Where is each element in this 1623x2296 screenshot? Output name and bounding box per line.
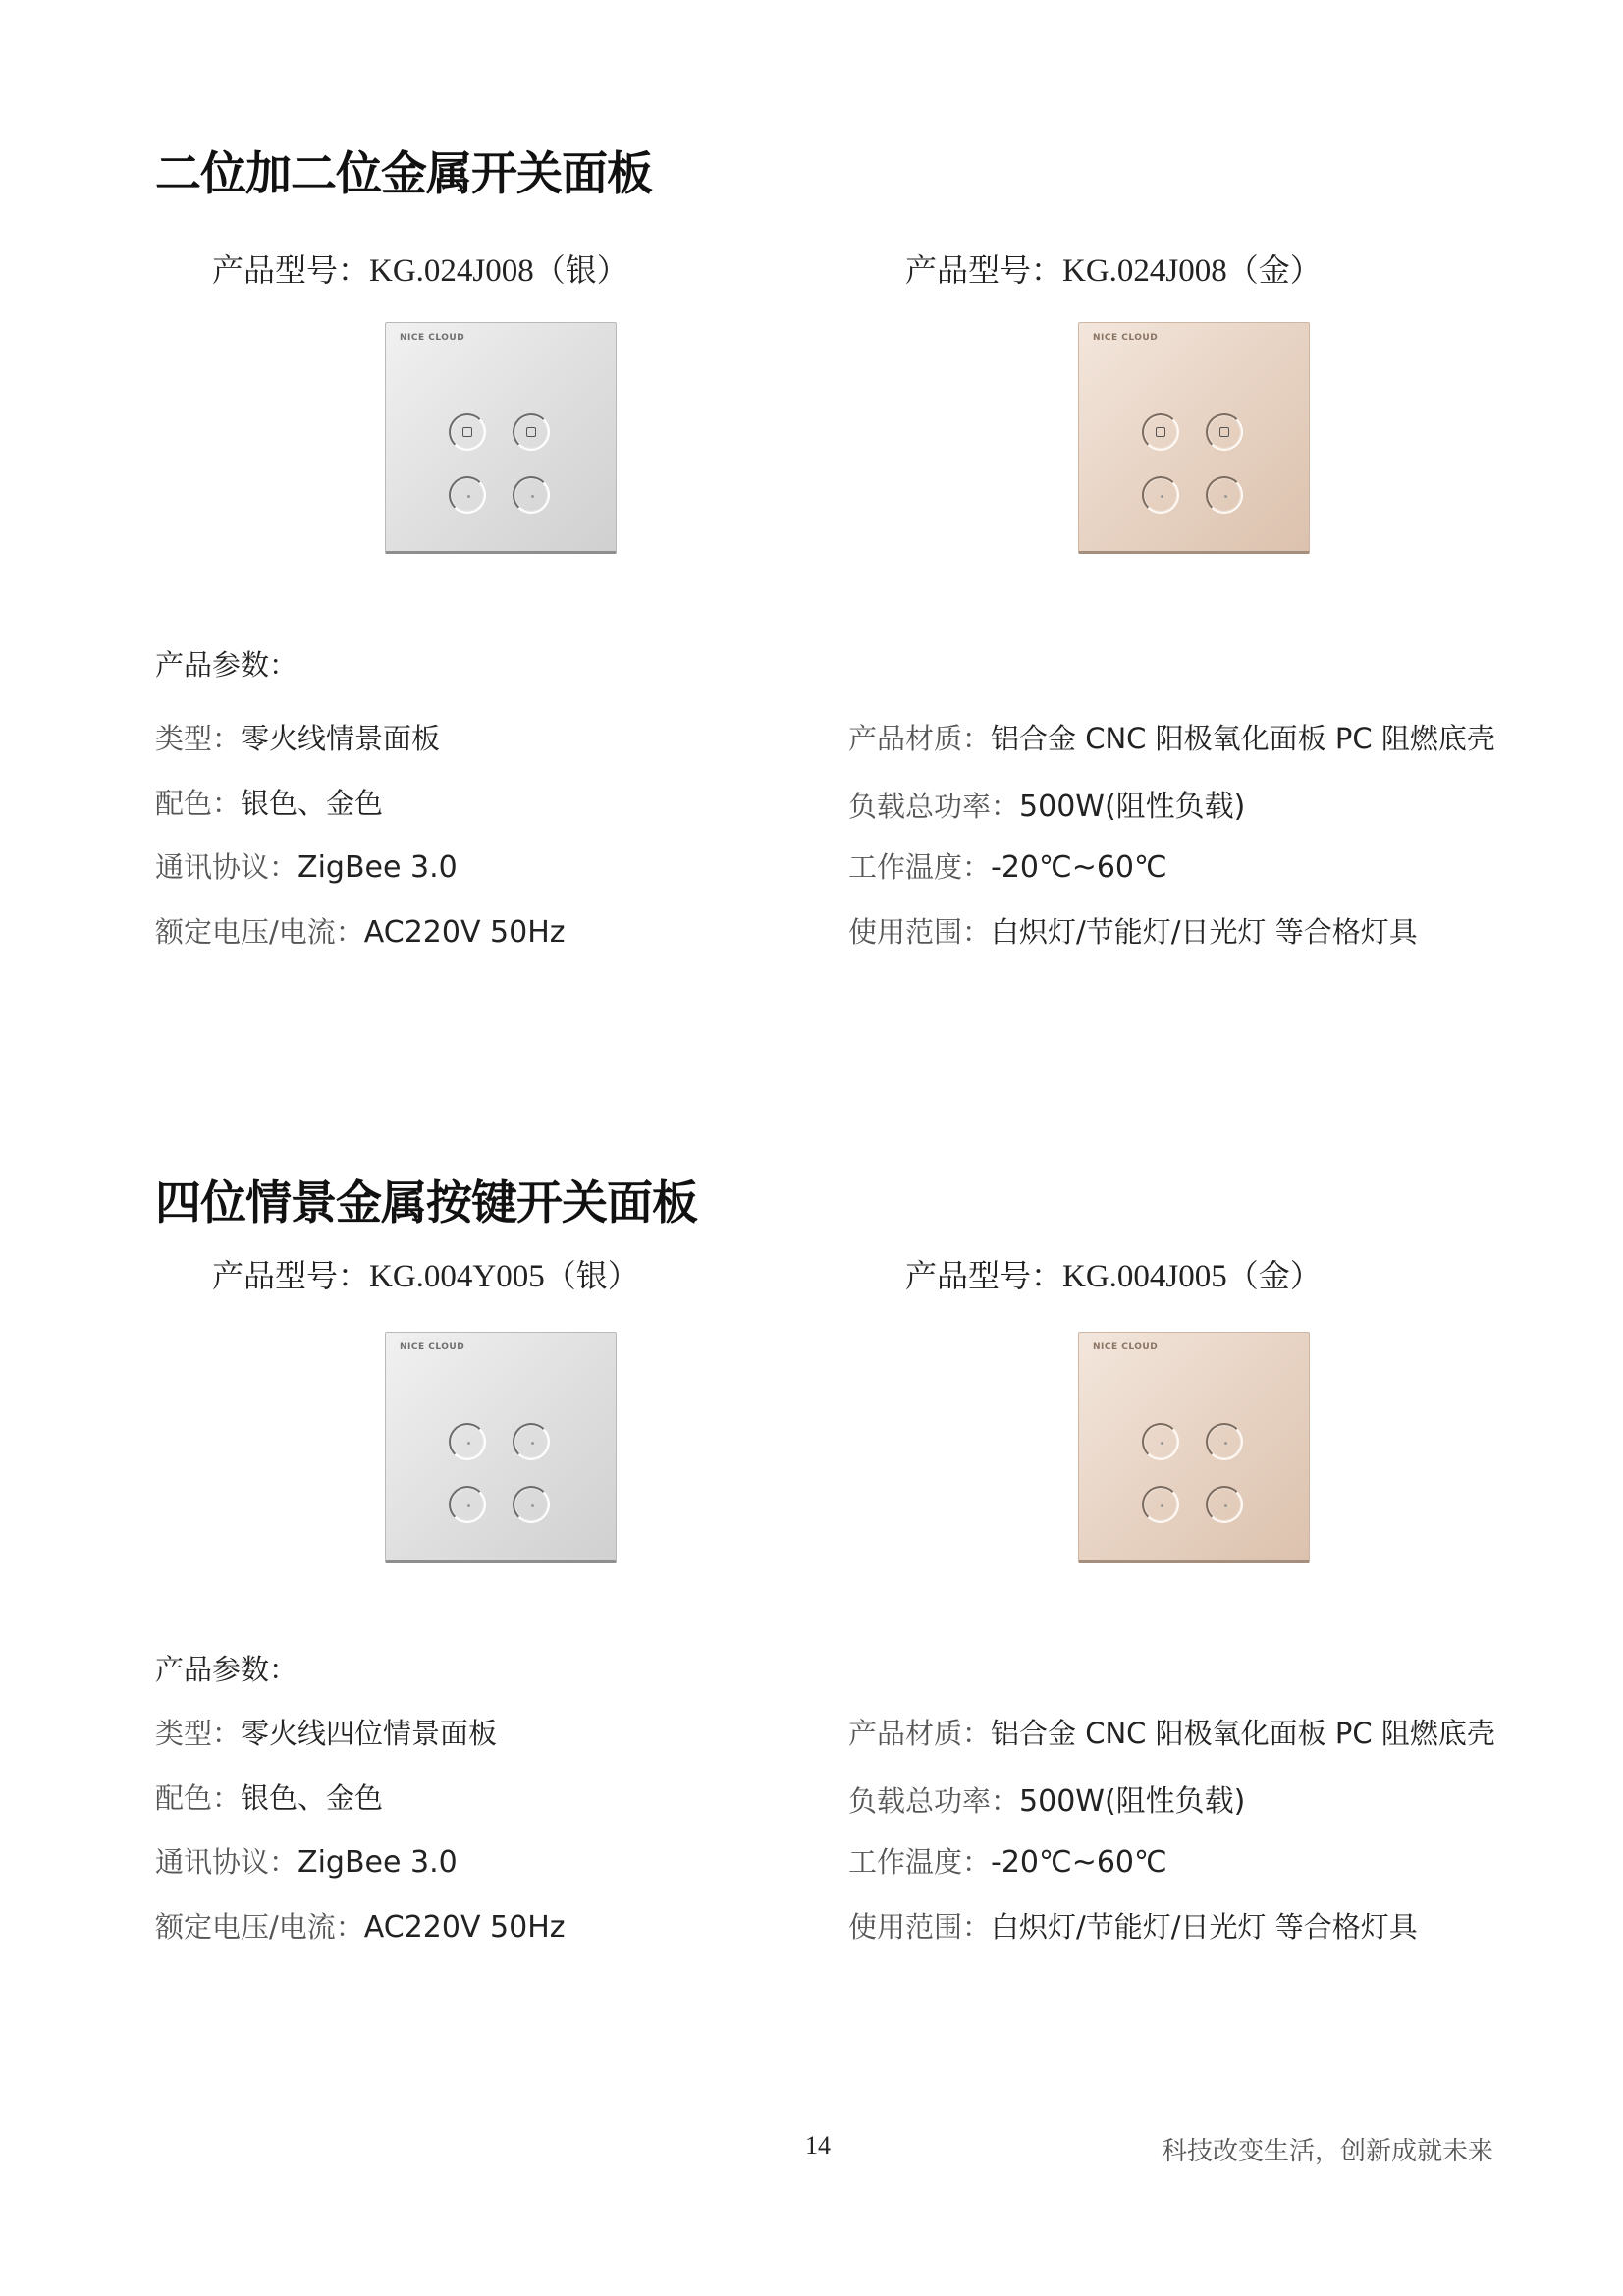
model-variant: （银） — [544, 1257, 639, 1294]
panel-key-icon — [1206, 413, 1243, 451]
panel-key-icon — [513, 413, 550, 451]
section-title: 二位加二位金属开关面板 — [155, 147, 652, 201]
param-color — [155, 782, 383, 822]
param-type — [155, 1712, 497, 1752]
model-code: KG.004J005 — [1062, 1259, 1227, 1294]
switch-panel-image-silver — [385, 1332, 617, 1563]
section-title: 四位情景金属按键开关面板 — [155, 1176, 697, 1230]
model-variant: （金） — [1226, 1257, 1322, 1294]
param-usage — [848, 910, 1418, 951]
model-label: 产品型号： — [905, 1257, 1063, 1294]
param-color — [155, 1777, 383, 1817]
switch-panel-image-gold — [1078, 1332, 1310, 1563]
panel-key-icon — [513, 1486, 550, 1523]
param-label: 通讯协议： — [155, 850, 298, 884]
param-value: 500W(阻性负载) — [1019, 790, 1246, 824]
param-label: 产品材质： — [848, 1717, 992, 1750]
param-label: 通讯协议： — [155, 1845, 298, 1879]
panel-key-icon — [513, 1423, 550, 1460]
panel-brand-logo: NICE CLOUD — [1093, 1342, 1159, 1352]
param-value: ZigBee 3.0 — [298, 1845, 458, 1880]
params-heading: 产品参数： — [155, 1653, 298, 1686]
param-label: 类型： — [155, 722, 242, 755]
model-label: 产品型号： — [212, 1257, 370, 1294]
param-value: AC220V 50Hz — [363, 915, 566, 950]
model-line-silver — [212, 246, 628, 291]
param-label: 额定电压/电流： — [155, 915, 364, 949]
param-load — [848, 782, 1245, 825]
params-heading: 产品参数： — [155, 648, 298, 682]
page-number: 14 — [805, 2131, 831, 2159]
param-value: 铝合金 CNC 阳极氧化面板 PC 阻燃底壳 — [991, 722, 1495, 755]
panel-key-icon — [449, 1486, 486, 1523]
param-value: 铝合金 CNC 阳极氧化面板 PC 阻燃底壳 — [991, 1717, 1495, 1750]
model-variant: （金） — [1226, 251, 1322, 289]
param-value: 零火线情景面板 — [241, 722, 441, 755]
param-value: 500W(阻性负载) — [1019, 1784, 1246, 1819]
param-temperature — [848, 1840, 1167, 1881]
param-value: 零火线四位情景面板 — [241, 1717, 498, 1750]
param-temperature — [848, 846, 1167, 886]
model-code: KG.004Y005 — [369, 1259, 545, 1294]
param-value: AC220V 50Hz — [363, 1910, 566, 1944]
param-value: 白炽灯/节能灯/日光灯 等合格灯具 — [991, 1910, 1418, 1943]
param-voltage — [155, 1905, 566, 1945]
param-label: 负载总功率： — [848, 790, 1020, 823]
model-label: 产品型号： — [905, 251, 1063, 289]
param-label: 工作温度： — [848, 850, 992, 884]
switch-panel-image-silver — [385, 322, 617, 554]
param-label: 工作温度： — [848, 1845, 992, 1879]
panel-key-icon — [449, 413, 486, 451]
param-type — [155, 717, 440, 757]
param-material — [848, 1712, 1495, 1752]
panel-key-icon — [1206, 476, 1243, 514]
panel-brand-logo: NICE CLOUD — [400, 333, 465, 343]
panel-key-icon — [1142, 476, 1179, 514]
param-label: 使用范围： — [848, 915, 992, 949]
panel-key-icon — [1142, 1486, 1179, 1523]
param-load — [848, 1777, 1245, 1820]
param-label: 配色： — [155, 787, 242, 820]
panel-key-icon — [1142, 413, 1179, 451]
model-line-silver — [212, 1251, 639, 1296]
panel-key-icon — [449, 476, 486, 514]
param-value: 白炽灯/节能灯/日光灯 等合格灯具 — [991, 915, 1418, 949]
switch-panel-image-gold — [1078, 322, 1310, 554]
param-label: 使用范围： — [848, 1910, 992, 1943]
model-line-gold — [905, 246, 1322, 291]
panel-key-icon — [1142, 1423, 1179, 1460]
param-label: 产品材质： — [848, 722, 992, 755]
model-label: 产品型号： — [212, 251, 370, 289]
panel-key-icon — [1206, 1486, 1243, 1523]
param-value: -20℃~60℃ — [991, 1845, 1167, 1880]
panel-key-icon — [513, 476, 550, 514]
footer-slogan: 科技改变生活，创新成就未来 — [1162, 2137, 1494, 2166]
param-value: 银色、金色 — [241, 1781, 384, 1815]
panel-brand-logo: NICE CLOUD — [400, 1342, 465, 1352]
param-label: 配色： — [155, 1781, 242, 1815]
model-line-gold — [905, 1251, 1322, 1296]
param-value: ZigBee 3.0 — [298, 850, 458, 885]
model-variant: （银） — [533, 251, 628, 289]
panel-key-icon — [449, 1423, 486, 1460]
param-label: 类型： — [155, 1717, 242, 1750]
param-usage — [848, 1905, 1418, 1945]
param-label: 负载总功率： — [848, 1784, 1020, 1818]
model-code: KG.024J008 — [1062, 253, 1227, 289]
param-voltage — [155, 910, 566, 951]
param-protocol — [155, 1840, 458, 1881]
panel-brand-logo: NICE CLOUD — [1093, 333, 1159, 343]
param-material — [848, 717, 1495, 757]
param-value: 银色、金色 — [241, 787, 384, 820]
param-label: 额定电压/电流： — [155, 1910, 364, 1943]
param-protocol — [155, 846, 458, 886]
param-value: -20℃~60℃ — [991, 850, 1167, 885]
model-code: KG.024J008 — [369, 253, 534, 289]
panel-key-icon — [1206, 1423, 1243, 1460]
